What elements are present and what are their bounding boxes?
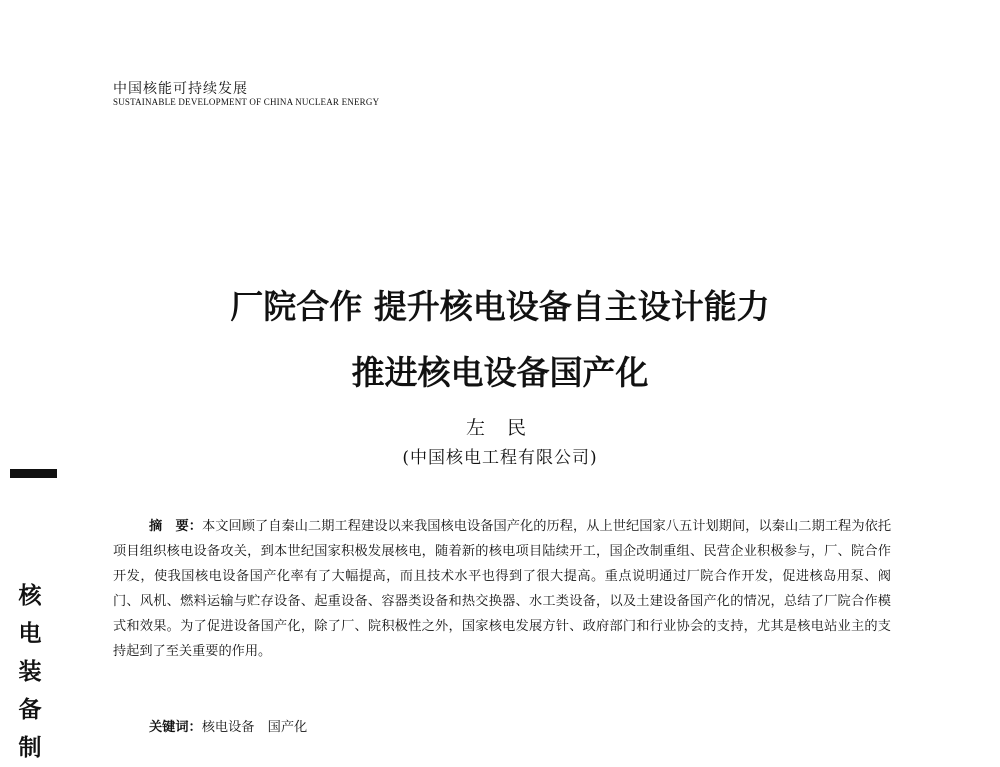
section-side-label bbox=[18, 577, 42, 767]
journal-name-cn: 中国核能可持续发展 bbox=[113, 81, 248, 97]
abstract-text: 本文回顾了自秦山二期工程建设以来我国核电设备国产化的历程，从上世纪国家八五计划期间，以秦山二期工程为依托项目组织核电设备攻关，到本世纪国家积极发展核电，随着新的核电项目陆续开工，国企改制重组、民营企业积极参与，厂、院合作开发，使我国核电设备国产化率有了大幅提高，而且技术水平也得到了很大提高。重点说明通过厂院合作开发，促进核岛用泵、阀门、风机、燃料运输与贮存设备、起重设备、容器类设备和热交换器、水工类设备，以及土建设备国产化的情况，总结了厂院合作模式和效果。为了促进设备国产化，除了厂、院积极性之外，国家核电发展方针、政府部门和行业协会的支持，尤其是核电站业主的支持起到了至关重要的作用。 bbox=[113, 519, 892, 659]
section-marker-bar bbox=[10, 469, 57, 478]
journal-name-en: SUSTAINABLE DEVELOPMENT OF CHINA NUCLEAR ENERGY bbox=[113, 97, 380, 107]
abstract-label: 摘 要： bbox=[149, 519, 203, 534]
keywords-line bbox=[149, 715, 307, 740]
side-label-char: 电 bbox=[18, 620, 42, 647]
side-label-char: 制 bbox=[18, 734, 42, 761]
article-title-line-1: 厂院合作 提升核电设备自主设计能力 bbox=[230, 287, 770, 326]
author-name: 左 民 bbox=[465, 417, 535, 439]
side-label-char: 装 bbox=[18, 658, 42, 685]
side-label-char: 备 bbox=[18, 696, 42, 723]
author-affiliation: (中国核电工程有限公司) bbox=[402, 448, 598, 468]
keywords-label: 关键词： bbox=[149, 720, 202, 735]
abstract-paragraph bbox=[113, 514, 891, 664]
keywords-text: 核电设备 国产化 bbox=[201, 720, 308, 735]
article-title-line-2: 推进核电设备国产化 bbox=[351, 353, 649, 392]
side-label-char: 核 bbox=[18, 582, 42, 609]
